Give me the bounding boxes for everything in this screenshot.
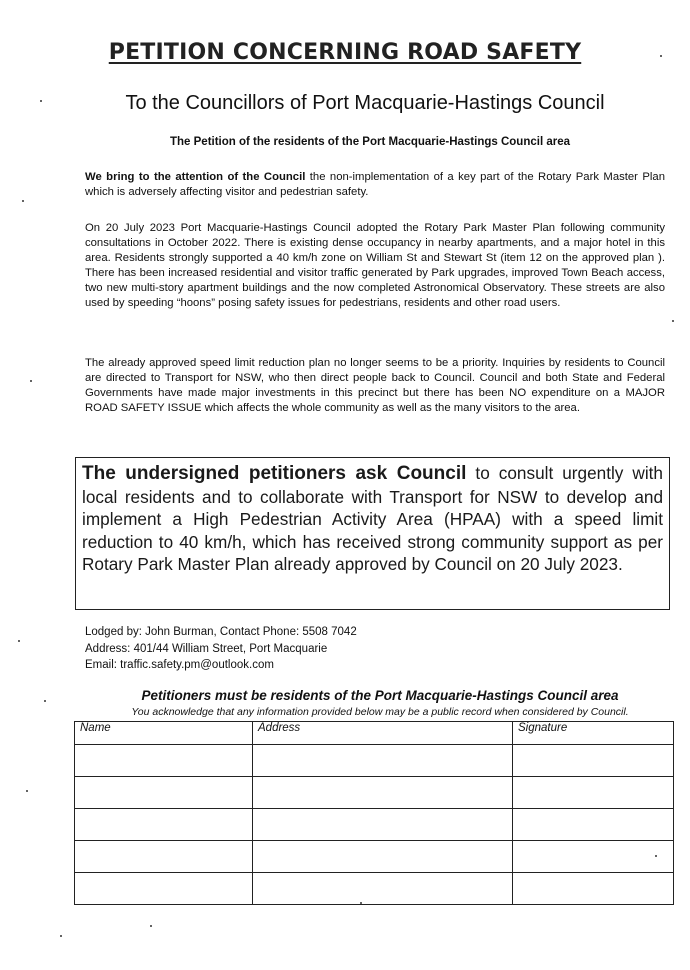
scan-speck (22, 200, 24, 202)
scan-speck (26, 790, 28, 792)
lodger-address: Address: 401/44 William Street, Port Macquarie (85, 642, 328, 655)
name-cell[interactable] (75, 841, 253, 873)
scan-speck (40, 100, 42, 102)
header-name: Name (75, 722, 253, 745)
scan-speck (660, 55, 662, 57)
signature-cell[interactable] (513, 841, 674, 873)
header-address: Address (253, 722, 513, 745)
address-cell[interactable] (253, 873, 513, 905)
scan-speck (44, 700, 46, 702)
name-cell[interactable] (75, 745, 253, 777)
table-row (75, 841, 674, 873)
scan-speck (672, 320, 674, 322)
signature-cell[interactable] (513, 809, 674, 841)
signature-cell[interactable] (513, 873, 674, 905)
signature-table (74, 721, 674, 905)
signature-cell[interactable] (513, 745, 674, 777)
paragraph-background: On 20 July 2023 Port Macquarie-Hastings Council adopted the Rotary Park Master Plan following community consultations in October 2022. There is existing dense occupancy in nearby apartments, and a major hotel in this area. Residents strongly supported a 40 km/h zone on William St and Stewart St (item 12 on the approved plan ). There has been increased residential and visitor traffic generated by Park upgrades, improved Town Beach access, two new multi-story apartment buildings and the now completed Astronomical Observatory. These streets are also used by speeding “hoons” posing safety issues for pedestrians, residents and other road users. (85, 222, 665, 309)
attention-lead: We bring to the attention of the Council (85, 171, 306, 183)
address-cell[interactable] (253, 809, 513, 841)
scan-speck (18, 640, 20, 642)
scan-speck (30, 380, 32, 382)
scan-speck (150, 925, 152, 927)
scan-speck (655, 855, 657, 857)
table-row (75, 745, 674, 777)
paragraph-priority: The already approved speed limit reduction plan no longer seems to be a priority. Inquiries by residents to Council are directed to Transport for NSW, who then direct people back to Council. Council and both State and Federal Governments have made major investments in this precinct but there has been NO expenditure on a MAJOR ROAD SAFETY ISSUE which affects the whole community as well as the many visitors to the area. (85, 357, 665, 414)
public-record-notice: You acknowledge that any information provided below may be a public record when considered by Council. (131, 706, 629, 718)
addressee-heading: To the Councillors of Port Macquarie-Hastings Council (125, 92, 605, 114)
attention-text: the non-implementation of a key part of the Rotary Park Master Plan which is adversely affecting visitor and pedestrian safety. (85, 171, 665, 198)
petition-request-box (75, 457, 670, 610)
petition-subheading: The Petition of the residents of the Port Macquarie-Hastings Council area (169, 136, 570, 148)
signature-cell[interactable] (513, 777, 674, 809)
table-row (75, 809, 674, 841)
name-cell[interactable] (75, 809, 253, 841)
scan-speck (60, 935, 62, 937)
address-cell[interactable] (253, 745, 513, 777)
contact-details (85, 624, 357, 674)
residency-requirement: Petitioners must be residents of the Port Macquarie-Hastings Council area (141, 688, 619, 703)
paragraph-attention (85, 170, 665, 200)
petition-request-text: to consult urgently with local residents and to collaborate with Transport for NSW to develop and implement a High Pedestrian Activity Area (HPAA) with a speed limit reduction to 40 km/h, which has received strong community support as per Rotary Park Master Plan already approved by Council on 20 July 2023. (82, 463, 663, 574)
signature-table-header (75, 722, 674, 745)
table-row (75, 777, 674, 809)
table-row (75, 873, 674, 905)
address-cell[interactable] (253, 841, 513, 873)
lodged-by: Lodged by: John Burman, Contact Phone: 5508 7042 (85, 626, 357, 638)
name-cell[interactable] (75, 777, 253, 809)
petition-title: PETITION CONCERNING ROAD SAFETY (108, 40, 582, 65)
name-cell[interactable] (75, 873, 253, 905)
petition-lead: The undersigned petitioners ask Council (82, 463, 467, 484)
scan-speck (360, 902, 362, 904)
lodger-email: Email: traffic.safety.pm@outlook.com (85, 659, 274, 671)
header-signature: Signature (513, 722, 674, 745)
address-cell[interactable] (253, 777, 513, 809)
